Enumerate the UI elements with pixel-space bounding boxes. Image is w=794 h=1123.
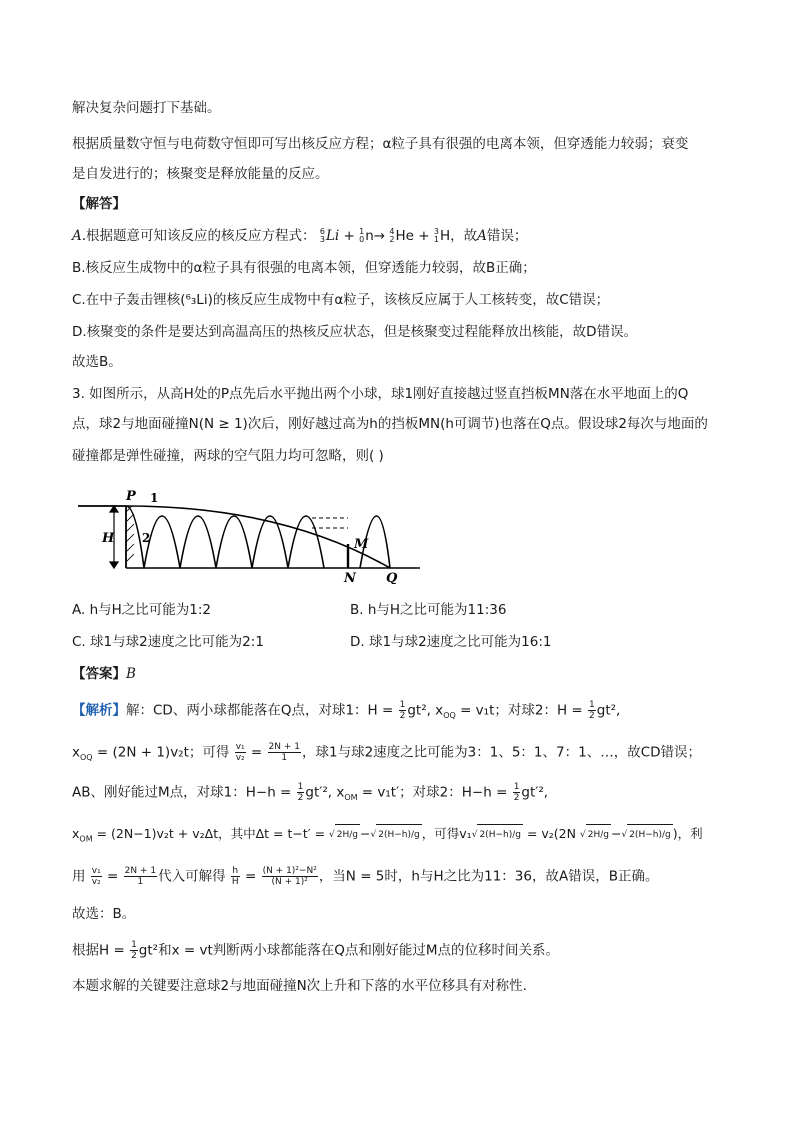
question-text: 3. 如图所示，从高H处的P点先后水平抛出两个小球，球1刚好直接越过竖直挡板MN落在水平地面上的Q — [72, 386, 689, 402]
option-b: B. h与H之比可能为11:36 — [350, 602, 507, 618]
option-a: A. h与H之比可能为1:2 — [72, 602, 212, 618]
choice-line: 故选B。 — [72, 354, 122, 370]
text-line: 根据质量数守恒与电荷数守恒即可写出核反应方程；α粒子具有很强的电离本领，但穿透能力较弱；衰变 — [72, 136, 689, 152]
option-c: C. 球1与球2速度之比可能为2:1 — [72, 634, 264, 650]
analysis-line-1: 【解析】解：CD、两小球都能落在Q点，对球1：H = $\frac{1}{2}$ gt², $x_{OQ} = v_1t$；对球2：H = $\frac{1}{2}$ gt², — [72, 700, 621, 721]
label-p: P — [126, 489, 136, 504]
answer-heading: 【解答】 — [72, 196, 126, 212]
analysis-line-6: 根据H = $\frac{1}{2}$ gt²和x = vt判断两小球都能落在Q点和刚好能过M点的位移时间关系。 — [72, 940, 560, 961]
analysis-line-4: $x_{OM} = (2N-1)v_2t + v_2\Delta t$，其中Δt = t−t′ = √ 2H/g −√ 2(H−h)/g ，可得v₁√ 2(H−h)/g = v₂(2N √ 2H/g −√ 2(H−h)/g )，利 — [72, 826, 703, 844]
question-text: 碰撞都是弹性碰撞，两球的空气阻力均可忽略，则( ) — [72, 448, 384, 464]
analysis-line-5: 用 $\frac{\text{v₁}}{\text{v₂}}$ = $\frac{2N + 1}{1}$ 代入可解得 $\frac{h}{H}$ = $\frac{\text{(N + 1)²−N²}}{\text{(N + 1)²}}$ ，当N = 5时，h与H之比为11：36，故A错误，B正确。 — [72, 866, 659, 887]
ball2-trajectory — [126, 506, 390, 568]
solution-d: D.核聚变的条件是要达到高温高压的热核反应状态，但是核聚变过程能释放出核能，故D错误。 — [72, 324, 638, 340]
label-ball2: 2 — [142, 531, 151, 545]
analysis-line-3: AB、刚好能过M点，对球1：H−h = $\frac{1}{2}$ gt′², $x_{OM} = v_1t'$；对球2：H−h = $\frac{1}{2}$ gt′², — [72, 782, 549, 803]
option-d: D. 球1与球2速度之比可能为16:1 — [350, 634, 552, 650]
label-m: M — [354, 537, 369, 552]
label-q: Q — [386, 571, 398, 584]
text-line: 解决复杂问题打下基础。 — [72, 100, 221, 116]
solution-c: C.在中子轰击锂核(⁶₃Li)的核反应生成物中有α粒子，该核反应属于人工核转变，故C错误； — [72, 292, 610, 308]
label-h: H — [102, 531, 115, 546]
label-n: N — [344, 571, 356, 584]
question-text: 点，球2与地面碰撞N(N ≥ 1)次后，刚好越过高为h的挡板MN(h可调节)也落在Q点。假设球2每次与地面的 — [72, 416, 708, 432]
text-line: 是自发进行的；核聚变是释放能量的反应。 — [72, 166, 329, 182]
projectile-diagram — [72, 484, 432, 584]
label-ball1: 1 — [150, 491, 159, 505]
answer-line: 【答案】B — [72, 666, 136, 682]
choice-line: 故选：B。 — [72, 906, 136, 922]
solution-b: B.核反应生成物中的α粒子具有很强的电离本领，但穿透能力较弱，故B正确； — [72, 260, 536, 276]
analysis-line-2: $x_{OQ} = (2N + 1)v_2t$；可得 $\frac{\text{v₁}}{\text{v₂}}$ = $\frac{2N + 1}{1}$ ，球1与球2速度之比可能为3：1、5：1、7：1、…，故CD错误； — [72, 742, 702, 763]
analysis-line-7: 本题求解的关键要注意球2与地面碰撞N次上升和下落的水平位移具有对称性. — [72, 978, 527, 994]
solution-a: A.根据题意可知该反应的核反应方程式： 6 3 Li + 1 0 n→ 4 2 He + 3 1 H，故A错误； — [72, 227, 528, 244]
